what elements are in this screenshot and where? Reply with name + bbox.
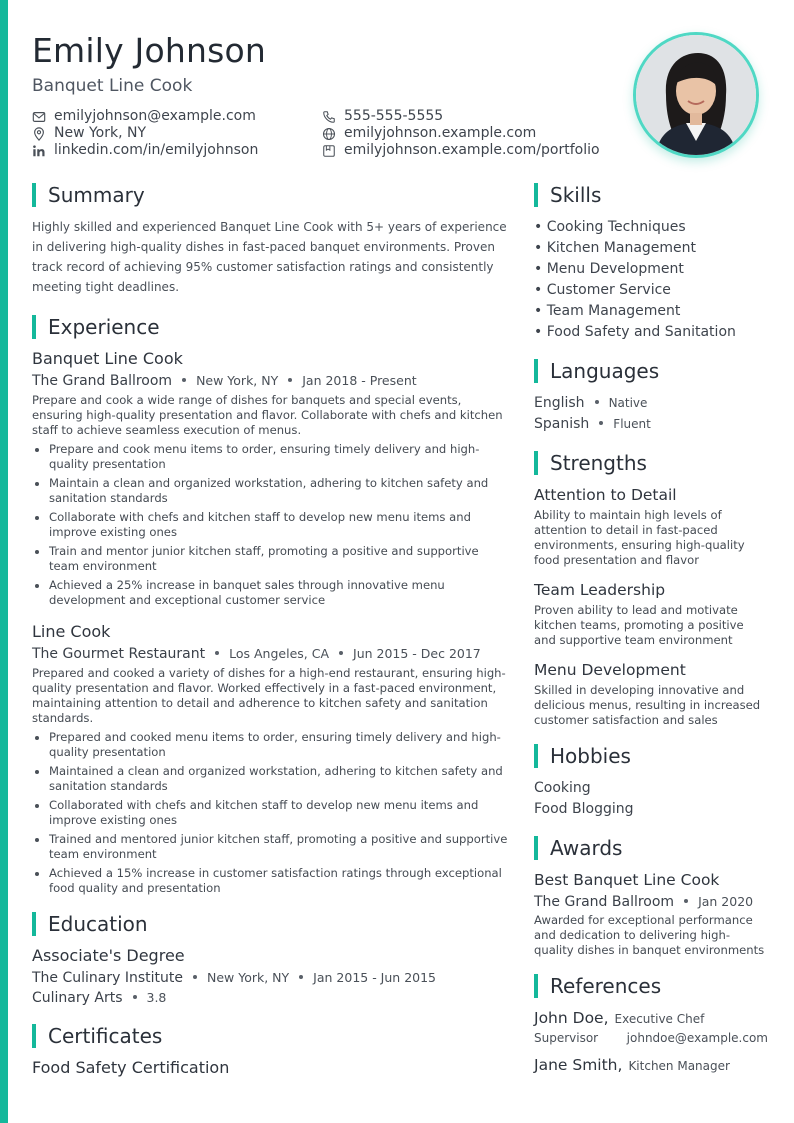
company-name: The Grand Ballroom [32, 373, 173, 389]
experience-entry [32, 622, 510, 896]
skills-list [534, 217, 768, 343]
references-heading: References [534, 974, 768, 998]
profile-photo [633, 32, 759, 158]
resume-header [32, 30, 622, 97]
skill-label: Kitchen Management [546, 240, 697, 256]
reference-header [534, 1055, 768, 1076]
list-item: Train and mentor junior kitchen staff, promoting a positive and supportive team environment [32, 544, 510, 574]
reference-role: Kitchen Manager [628, 1059, 730, 1073]
portfolio-text: emilyjohnson.example.com/portfolio [344, 142, 600, 158]
award-description: Awarded for exceptional performance and dedication to delivering high-quality dishes in banquet environments [534, 913, 765, 957]
strength-description: Skilled in developing innovative and delicious menus, resulting in increased customer satisfaction and sales [534, 683, 761, 727]
portrait-image [636, 35, 756, 155]
certificates-heading: Certificates [32, 1024, 510, 1048]
language-item [534, 393, 768, 414]
globe-icon [322, 127, 336, 141]
summary-heading: Summary [32, 183, 510, 207]
skill-item: • Cooking Techniques [534, 219, 686, 235]
list-item: Achieved a 15% increase in customer satisfaction ratings through exceptional food quality and presentation [32, 866, 510, 896]
language-name: English [534, 395, 585, 411]
languages-list [534, 393, 768, 435]
reference-name: John Doe, [534, 1009, 609, 1027]
skill-item: • Team Management [534, 303, 681, 319]
school-name: The Culinary Institute [32, 970, 183, 986]
education-heading: Education [32, 912, 510, 936]
contact-linkedin[interactable] [32, 142, 258, 159]
languages-heading: Languages [534, 359, 768, 383]
list-item: Collaborated with chefs and kitchen staff to develop new menu items and improve existing ones [32, 798, 510, 828]
strength-description: Proven ability to lead and motivate kitchen teams, promoting a positive and supportive team environment [534, 603, 744, 647]
education-dates: Jan 2015 - Jun 2015 [313, 970, 436, 985]
job-dates: Jan 2018 - Present [302, 373, 417, 388]
linkedin-text: linkedin.com/in/emilyjohnson [54, 142, 259, 158]
skill-label: Menu Development [546, 261, 684, 277]
skill-label: Food Safety and Sanitation [546, 324, 736, 340]
strength-title: Attention to Detail [534, 486, 677, 504]
award-date: Jan 2020 [698, 894, 754, 909]
school-location: New York, NY [207, 970, 290, 985]
skill-item: • Kitchen Management [534, 240, 697, 256]
contact-email[interactable] [32, 108, 256, 125]
award-org: The Grand Ballroom [534, 894, 675, 910]
language-item [534, 414, 768, 435]
mail-icon [32, 110, 46, 124]
reference-contact [534, 1031, 768, 1045]
job-achievements [32, 730, 510, 896]
award-meta [534, 894, 768, 910]
skill-item: • Customer Service [534, 282, 671, 298]
job-achievements [32, 442, 510, 608]
strength-title: Team Leadership [534, 581, 666, 599]
skill-item: • Menu Development [534, 261, 684, 277]
separator-dot [339, 651, 343, 655]
list-item: Collaborate with chefs and kitchen staff to develop new menu items and improve existing ones [32, 510, 510, 540]
job-location: New York, NY [196, 373, 279, 388]
certificate-item: Food Safety Certification [32, 1058, 230, 1077]
separator-dot [182, 378, 186, 382]
skill-label: Cooking Techniques [546, 219, 686, 235]
phone-text: 555-555-5555 [344, 108, 444, 124]
hobby-item: Cooking [534, 780, 591, 796]
job-meta [32, 373, 510, 389]
reference-name: Jane Smith, [534, 1056, 623, 1074]
separator-dot [595, 400, 599, 404]
job-title: Line Cook [32, 622, 111, 641]
list-item: Achieved a 25% increase in banquet sales through innovative menu development and exceptional customer service [32, 578, 510, 608]
job-dates: Jun 2015 - Dec 2017 [353, 646, 481, 661]
strength-title: Menu Development [534, 661, 686, 679]
candidate-name: Emily Johnson [32, 31, 267, 70]
award-title: Best Banquet Line Cook [534, 871, 720, 889]
list-item: Prepare and cook menu items to order, ensuring timely delivery and high-quality presentation [32, 442, 510, 472]
linkedin-icon [32, 144, 46, 158]
job-location: Los Angeles, CA [229, 646, 330, 661]
reference-email[interactable]: johndoe@example.com [626, 1031, 768, 1045]
location-pin-icon [32, 127, 46, 141]
award-item [534, 870, 768, 958]
phone-icon [322, 110, 336, 124]
strength-item [534, 580, 768, 648]
strength-item [534, 485, 768, 568]
education-meta [32, 970, 510, 986]
contact-location [32, 125, 146, 142]
field-of-study: Culinary Arts [32, 990, 123, 1006]
strengths-heading: Strengths [534, 451, 768, 475]
list-item: Maintained a clean and organized workstation, adhering to kitchen safety and sanitation standards [32, 764, 510, 794]
education-field-row [32, 990, 510, 1006]
job-title: Banquet Line Cook [32, 349, 183, 368]
skill-item: • Food Safety and Sanitation [534, 324, 736, 340]
gpa: 3.8 [146, 990, 167, 1005]
separator-dot [299, 975, 303, 979]
list-item: Prepared and cooked menu items to order, ensuring timely delivery and high-quality presentation [32, 730, 510, 760]
reference-header [534, 1008, 768, 1029]
awards-heading: Awards [534, 836, 768, 860]
left-column [32, 183, 510, 1078]
location-text: New York, NY [54, 125, 147, 141]
skill-label: Team Management [546, 303, 681, 319]
summary-text: Highly skilled and experienced Banquet Line Cook with 5+ years of experience in delivering high-quality dishes in fast-paced banquet environments. Proven track record of achieving 95% customer satisfaction ratings and consistently meeting tight deadlines. [32, 220, 507, 294]
strength-description: Ability to maintain high levels of attention to detail in fast-paced environments, ensuring high-quality food presentation and flavor [534, 508, 745, 567]
hobby-item: Food Blogging [534, 801, 634, 817]
list-item: Maintain a clean and organized workstation, adhering to kitchen safety and sanitation standards [32, 476, 510, 506]
separator-dot [288, 378, 292, 382]
separator-dot [193, 975, 197, 979]
contact-phone[interactable] [322, 108, 443, 125]
separator-dot [215, 651, 219, 655]
experience-entry [32, 349, 510, 608]
degree: Associate's Degree [32, 946, 185, 965]
education-entry [32, 946, 510, 1006]
skills-heading: Skills [534, 183, 768, 207]
language-name: Spanish [534, 416, 590, 432]
job-description: Prepare and cook a wide range of dishes for banquets and special events, ensuring high-quality presentation and flavor. Collaborate with chefs and kitchen staff to achieve seamless execution of menus. [32, 393, 503, 437]
job-description: Prepared and cooked a variety of dishes for a high-end restaurant, ensuring high-quality presentation and flavor. Worked effectively in a fast-paced environment, maintaining attention to detail and adherence to kitchen safety and sanitation standards. [32, 666, 506, 725]
contact-portfolio[interactable] [322, 142, 600, 159]
separator-dot [684, 899, 688, 903]
reference-relation: Supervisor [534, 1031, 599, 1045]
separator-dot [133, 995, 137, 999]
skill-label: Customer Service [546, 282, 671, 298]
reference-item [534, 1055, 768, 1076]
candidate-title: Banquet Line Cook [32, 76, 193, 96]
experience-heading: Experience [32, 315, 510, 339]
hobbies-list [534, 778, 768, 820]
language-level: Native [608, 396, 648, 410]
language-level: Fluent [613, 417, 651, 431]
website-text: emilyjohnson.example.com [344, 125, 537, 141]
job-meta [32, 646, 510, 662]
reference-role: Executive Chef [614, 1012, 705, 1026]
company-name: The Gourmet Restaurant [32, 646, 206, 662]
right-column [534, 183, 768, 1076]
contact-website[interactable] [322, 125, 536, 142]
reference-item [534, 1008, 768, 1045]
email-text: emilyjohnson@example.com [54, 108, 256, 124]
strength-item [534, 660, 768, 728]
portfolio-icon [322, 144, 336, 158]
accent-bar [0, 0, 8, 1123]
list-item: Trained and mentored junior kitchen staff, promoting a positive and supportive team environment [32, 832, 510, 862]
separator-dot [599, 421, 603, 425]
hobbies-heading: Hobbies [534, 744, 768, 768]
